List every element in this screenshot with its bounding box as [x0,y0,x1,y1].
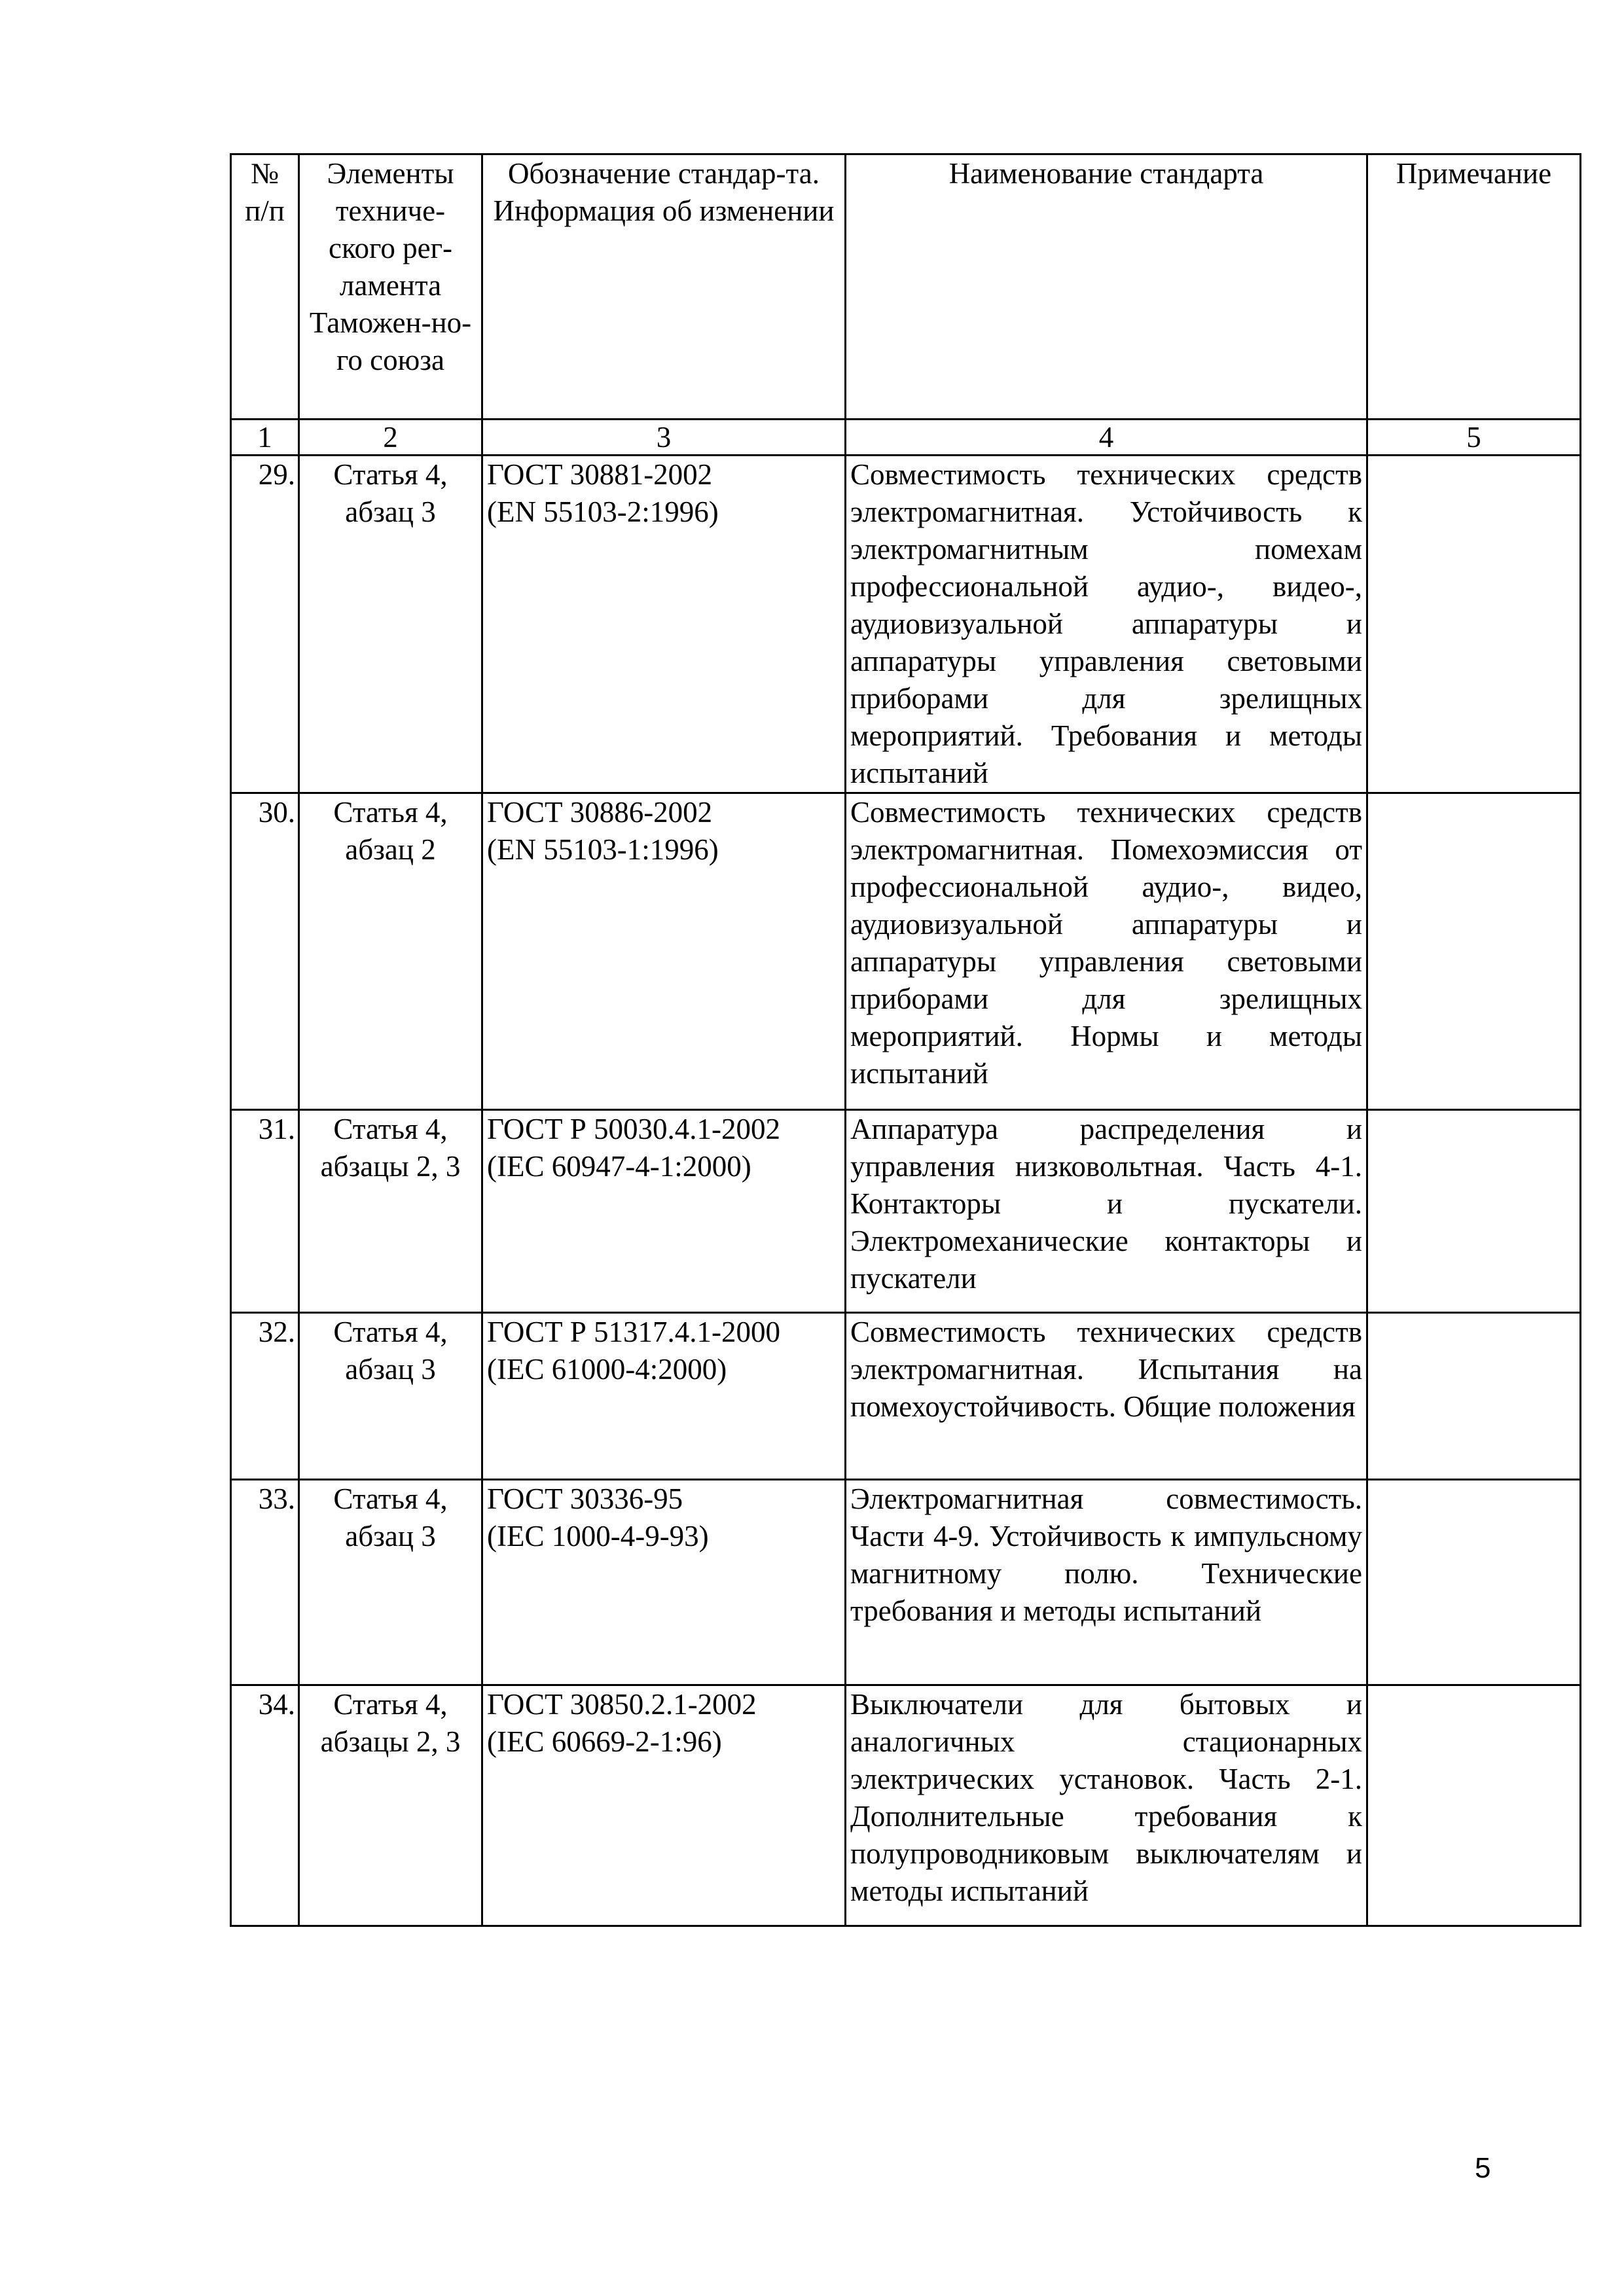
standard-source: (EN 55103-2:1996) [487,495,719,528]
regulation-element: Статья 4, абзац 2 [299,793,482,1110]
note-cell [1367,1685,1581,1926]
standard-source: (IEC 60669-2-1:96) [487,1725,722,1758]
header-standard-designation: Обозначение стандар-та. Информация об изменении [482,154,846,420]
column-number: 2 [299,420,482,456]
column-number: 3 [482,420,846,456]
row-number: 30. [231,793,299,1110]
note-cell [1367,1313,1581,1480]
regulation-element: Статья 4, абзацы 2, 3 [299,1685,482,1926]
standard-code: ГОСТ 30881-2002 [487,458,713,491]
standard-code: ГОСТ 30850.2.1-2002 [487,1688,757,1721]
table-row [231,1110,1581,1313]
table-row [231,793,1581,1110]
regulation-element: Статья 4, абзац 3 [299,1313,482,1480]
standards-table [230,153,1581,1927]
standard-name: Аппаратура распределения и управления низковольтная. Часть 4-1. Контакторы и пускатели. Электромеханические контакторы и пускатели [846,1110,1367,1313]
header-regulation-elements: Элементы техниче-ского рег-ламента Таможен-но-го союза [299,154,482,420]
standard-code: ГОСТ 30336-95 [487,1482,683,1515]
column-number: 1 [231,420,299,456]
table-row [231,1685,1581,1926]
regulation-element: Статья 4, абзац 3 [299,456,482,793]
column-number: 4 [846,420,1367,456]
standard-designation [482,1110,846,1313]
standard-code: ГОСТ Р 51317.4.1-2000 [487,1316,780,1348]
row-number: 33. [231,1480,299,1685]
standard-designation [482,1480,846,1685]
note-cell [1367,793,1581,1110]
standard-name: Совместимость технических средств электромагнитная. Устойчивость к электромагнитным помехам профессиональной аудио-, видео-, аудиовизуальной аппаратуры и аппаратуры управления световыми приборами для зрелищных мероприятий. Требования и методы испытаний [846,456,1367,793]
standard-designation [482,456,846,793]
standard-name: Совместимость технических средств электромагнитная. Помехоэмиссия от профессиональной аудио-, видео, аудиовизуальной аппаратуры и аппаратуры управления световыми приборами для зрелищных мероприятий. Нормы и методы испытаний [846,793,1367,1110]
standard-name: Совместимость технических средств электромагнитная. Испытания на помехоустойчивость. Общие положения [846,1313,1367,1480]
column-number: 5 [1367,420,1581,456]
regulation-element: Статья 4, абзацы 2, 3 [299,1110,482,1313]
standard-source: (IEC 60947-4-1:2000) [487,1150,751,1183]
regulation-element: Статья 4, абзац 3 [299,1480,482,1685]
row-number: 34. [231,1685,299,1926]
table-row [231,1480,1581,1685]
standard-name: Выключатели для бытовых и аналогичных стационарных электрических установок. Часть 2-1. Дополнительные требования к полупроводниковым выключателям и методы испытаний [846,1685,1367,1926]
standard-code: ГОСТ 30886-2002 [487,796,713,829]
header-note: Примечание [1367,154,1581,420]
standard-designation [482,1685,846,1926]
standard-source: (EN 55103-1:1996) [487,833,719,866]
standard-source: (IEC 61000-4:2000) [487,1353,727,1386]
header-standard-name: Наименование стандарта [846,154,1367,420]
row-number: 29. [231,456,299,793]
standard-name: Электромагнитная совместимость. Части 4-9. Устойчивость к импульсному магнитному полю. Технические требования и методы испытаний [846,1480,1367,1685]
table-row [231,456,1581,793]
standard-designation [482,793,846,1110]
note-cell [1367,1480,1581,1685]
page-number: 5 [1475,2152,1491,2184]
standard-designation [482,1313,846,1480]
standard-code: ГОСТ Р 50030.4.1-2002 [487,1113,780,1145]
row-number: 31. [231,1110,299,1313]
header-number: № п/п [231,154,299,420]
header-row [231,154,1581,420]
table-row [231,1313,1581,1480]
note-cell [1367,456,1581,793]
standard-source: (IEC 1000-4-9-93) [487,1520,709,1552]
column-number-row [231,420,1581,456]
note-cell [1367,1110,1581,1313]
row-number: 32. [231,1313,299,1480]
